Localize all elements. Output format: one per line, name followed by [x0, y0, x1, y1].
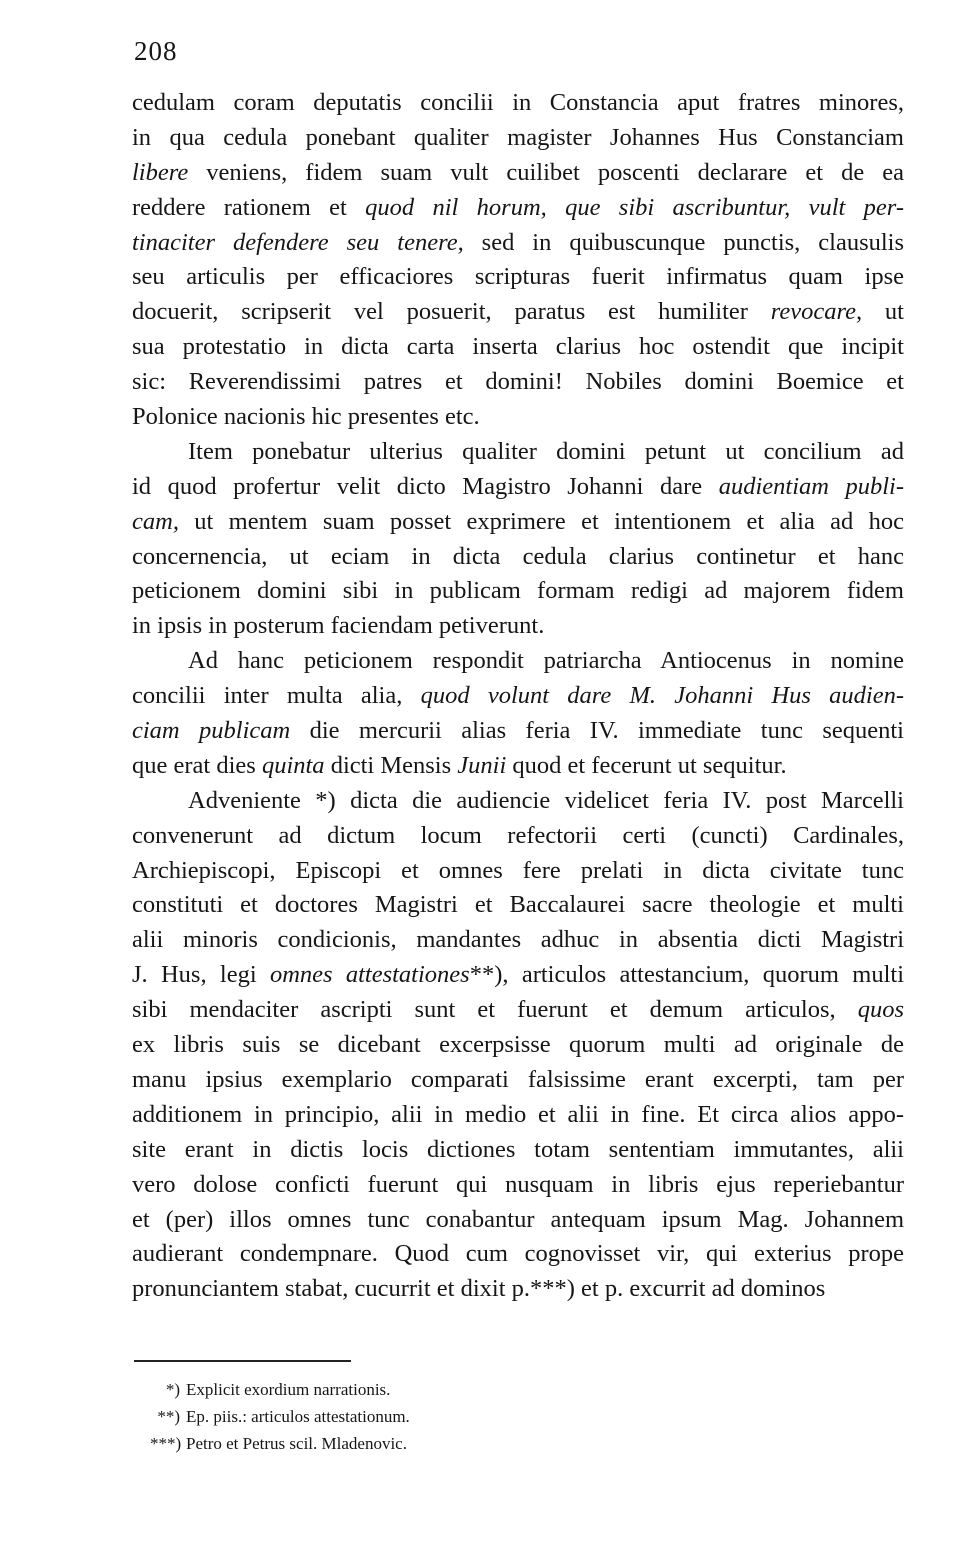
text-segment: Ad hanc peticionem respondit patriarcha Antiocenus in nomine: [188, 647, 904, 675]
paragraph: [132, 435, 904, 644]
paragraph: [132, 86, 904, 435]
text-line: [132, 993, 904, 1028]
text-segment: vero dolose conficti fuerunt qui nusquam in libris ejus reperiebantur: [132, 1170, 904, 1198]
text-line: [132, 574, 904, 609]
text-line: [132, 714, 904, 749]
italic-text: libere: [132, 158, 189, 186]
text-line: [132, 226, 904, 261]
text-line: [132, 1098, 904, 1133]
text-line: [132, 923, 904, 958]
text-line: [132, 609, 904, 644]
text-segment: reddere rationem et: [132, 193, 366, 221]
italic-text: Junii: [457, 751, 507, 779]
text-segment: additionem in principio, alii in medio et alii in fine. Et circa alios appo-: [132, 1100, 904, 1128]
text-segment: sua protestatio in dicta carta inserta clarius hoc ostendit que incipit: [132, 333, 904, 361]
text-segment: dicti Mensis: [324, 751, 458, 779]
text-line: [132, 749, 904, 784]
paragraph: [132, 644, 904, 784]
footnote: [150, 1430, 710, 1457]
text-segment: convenerunt ad dictum locum refectorii certi (cuncti) Cardinales,: [132, 821, 904, 849]
text-segment: peticionem domini sibi in publicam formam redigi ad majorem fidem: [132, 577, 904, 605]
text-line: [132, 1028, 904, 1063]
italic-text: quinta: [261, 751, 325, 779]
footnote-text: Ep. piis.: articulos attestationum.: [186, 1407, 410, 1426]
text-line: [132, 819, 904, 854]
text-segment: pronunciantem stabat, cucurrit et dixit p.***) et p. excurrit ad dominos: [132, 1275, 826, 1303]
text-line: [132, 86, 904, 121]
text-line: [132, 888, 904, 923]
text-segment: **), articulos attestancium, quorum multi: [469, 961, 904, 989]
text-line: [132, 330, 904, 365]
text-line: [132, 1168, 904, 1203]
footnote-mark: **): [157, 1407, 180, 1426]
text-segment: et (per) illos omnes tunc conabantur antequam ipsum Mag. Johannem: [132, 1205, 904, 1233]
text-segment: sibi mendaciter ascripti sunt et fuerunt et demum articulos,: [132, 996, 858, 1024]
italic-text: quod volunt dare M. Johanni Hus audien-: [420, 682, 905, 710]
text-segment: id quod profertur velit dicto Magistro Johanni dare: [132, 472, 719, 500]
footnote: [150, 1403, 710, 1430]
text-segment: in qua cedula ponebant qualiter magister Johannes Hus Constanciam: [132, 123, 904, 151]
text-segment: in ipsis in posterum faciendam petiverunt.: [132, 612, 545, 640]
footnote-mark: *): [165, 1380, 180, 1399]
text-line: [132, 1237, 904, 1272]
text-segment: que erat dies: [132, 751, 262, 779]
text-segment: sic: Reverendissimi patres et domini! Nobiles domini Boemice et: [132, 368, 904, 396]
text-line: [132, 470, 904, 505]
text-segment: alii minoris condicionis, mandantes adhuc in absentia dicti Magistri: [132, 926, 904, 954]
text-segment: sed in quibuscunque punctis, clausulis: [463, 228, 904, 256]
footnote-rule: [134, 1360, 351, 1362]
text-segment: ex libris suis se dicebant excerpsisse quorum multi ad originale de: [132, 1031, 904, 1059]
text-line: [132, 365, 904, 400]
footnote-text: Explicit exordium narrationis.: [186, 1380, 391, 1399]
text-segment: die mercurii alias feria IV. immediate tunc sequenti: [290, 717, 904, 745]
text-segment: ut: [862, 298, 904, 326]
italic-text: audientiam publi-: [718, 472, 904, 500]
text-segment: ut mentem suam posset exprimere et intentionem et alia ad hoc: [178, 507, 904, 535]
text-segment: concilii inter multa alia,: [132, 682, 421, 710]
text-line: [132, 191, 904, 226]
text-line: [132, 400, 904, 435]
text-segment: veniens, fidem suam vult cuilibet poscenti declarare et de ea: [188, 158, 904, 186]
text-segment: quod et fecerunt ut sequitur.: [506, 751, 787, 779]
text-line: [132, 644, 904, 679]
italic-text: ciam publicam: [132, 717, 291, 745]
text-segment: Item ponebatur ulterius qualiter domini petunt ut concilium ad: [188, 437, 904, 465]
body-text: [132, 86, 904, 1307]
italic-text: tinaciter defendere seu tenere,: [132, 228, 464, 256]
text-line: [132, 121, 904, 156]
text-line: [132, 854, 904, 889]
italic-text: quos: [857, 996, 904, 1024]
page-number: 208: [134, 36, 178, 66]
text-segment: constituti et doctores Magistri et Baccalaurei sacre theologie et multi: [132, 891, 904, 919]
text-segment: cedulam coram deputatis concilii in Constancia aput fratres minores,: [132, 89, 904, 116]
text-line: [132, 1203, 904, 1238]
text-line: [132, 1133, 904, 1168]
text-segment: Adveniente *) dicta die audiencie videlicet feria IV. post Marcelli: [188, 786, 904, 814]
footnotes: [150, 1376, 710, 1457]
text-line: [132, 784, 904, 819]
text-segment: site erant in dictis locis dictiones totam sententiam immutantes, alii: [132, 1135, 904, 1163]
text-line: [132, 435, 904, 470]
text-line: [132, 156, 904, 191]
paragraph: [132, 784, 904, 1307]
text-segment: audierant condempnare. Quod cum cognovisset vir, qui exterius prope: [132, 1240, 904, 1268]
text-segment: manu ipsius exemplario comparati falsissime erant excerpti, tam per: [132, 1065, 904, 1093]
text-segment: Polonice nacionis hic presentes etc.: [132, 403, 480, 431]
text-segment: docuerit, scripserit vel posuerit, paratus est humiliter: [132, 298, 771, 326]
italic-text: revocare,: [770, 298, 863, 326]
text-line: [132, 505, 904, 540]
text-line: [132, 958, 904, 993]
footnote: [150, 1376, 710, 1403]
text-segment: J. Hus, legi: [132, 961, 270, 989]
text-line: [132, 679, 904, 714]
text-segment: seu articulis per efficaciores scripturas fuerit infirmatus quam ipse: [132, 263, 904, 291]
text-line: [132, 295, 904, 330]
text-line: [132, 1063, 904, 1098]
footnote-mark: ***): [150, 1434, 182, 1453]
text-segment: concernencia, ut eciam in dicta cedula clarius continetur et hanc: [132, 542, 904, 570]
text-line: [132, 540, 904, 575]
footnote-text: Petro et Petrus scil. Mladenovic.: [186, 1434, 407, 1453]
text-line: [132, 1272, 904, 1307]
italic-text: quod nil horum, que sibi ascribuntur, vult per-: [365, 193, 904, 221]
italic-text: omnes attestationes: [269, 961, 470, 989]
text-segment: Archiepiscopi, Episcopi et omnes fere prelati in dicta civitate tunc: [132, 856, 904, 884]
italic-text: cam,: [132, 507, 179, 535]
text-line: [132, 260, 904, 295]
